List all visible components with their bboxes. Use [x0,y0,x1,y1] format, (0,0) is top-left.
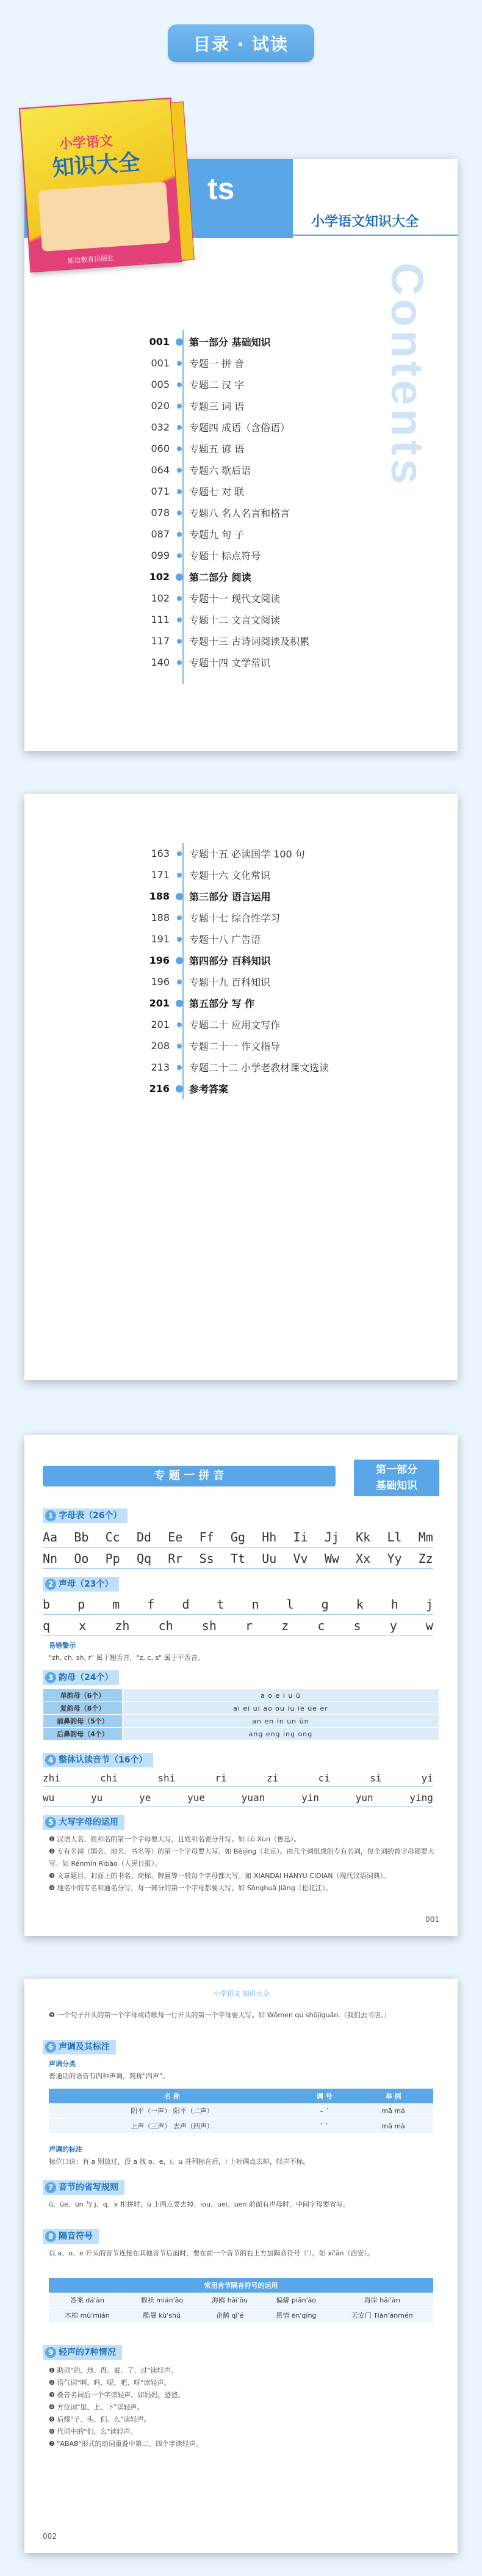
toc-row [140,652,309,673]
toc-dot [176,1000,183,1007]
book-publisher: 延边教育出版社 [67,253,115,266]
zhengti-item: yuan [241,1792,265,1803]
geyin-cell: 天安门 Tiān'ānmén [331,2308,433,2323]
toc-page-number: 196 [151,976,170,988]
alphabet-letter: Kk [356,1530,371,1545]
shengmu-note-text: "zh, ch, sh, r" 属于翘舌音，"z, c, s" 属于平舌音。 [49,1654,204,1662]
part-badge-line1: 第一部分 [376,1464,417,1476]
toc-row [140,1057,329,1078]
toc-row [140,843,329,864]
shengmu-item: m [112,1597,120,1612]
toc-entry-title: 第四部分 百科知识 [189,955,271,967]
section-yunmu-label: 韵母（24个） [59,1673,113,1683]
yunmu-category: 复韵母（8个） [43,1702,123,1715]
qingsheng-item: ❺ 后缀"子、头、们、么"读轻声。 [49,2415,151,2423]
shengmu-item: r [245,1618,253,1633]
toc-row [140,374,309,395]
tone-header-cell: 举 例 [353,2089,433,2103]
toc-entry-title: 专题十二 文言文阅读 [189,614,281,626]
zhengti-item: yu [91,1792,103,1803]
toc-entry-title: 专题十五 必读国学 100 句 [189,848,305,860]
zhengti-item: zhi [43,1772,60,1784]
toc-row [140,864,329,886]
toc-entry-title: 专题七 对 联 [189,486,245,498]
toc-entry-title: 专题十四 文学常识 [189,657,271,669]
toc-page-number: 163 [151,848,170,859]
toc-row [140,1035,329,1057]
yunmu-row [43,1689,439,1702]
shengmu-item: f [147,1597,155,1612]
yunmu-category: 前鼻韵母（5个） [43,1715,123,1728]
zhengti-item: wu [43,1792,55,1803]
zhengti-item: yi [421,1772,433,1784]
alphabet-letter: Ii [293,1530,308,1545]
zhengti-item: ri [215,1772,227,1784]
toc-page-number: 188 [149,890,170,902]
alphabet-letter: Cc [105,1530,120,1545]
geyin-table [49,2278,433,2323]
toc-entry-title: 专题十三 古诗词阅读及积累 [189,636,310,647]
toc-page-number: 099 [151,550,170,561]
tone-example: mā má [353,2103,433,2119]
alphabet-letter: Qq [136,1551,152,1566]
toc-blue-text: ts [207,172,235,206]
section-geyin [43,2229,99,2244]
toc-list [140,843,329,1099]
section-abbrev-label: 音节的省写规则 [59,2183,118,2192]
toc-row [140,545,309,566]
section-number: 6 [45,2042,56,2053]
toc-entry-title: 专题二十二 小学老教材课文选读 [189,1062,329,1074]
qingsheng-item: ❼ "ABAB"形式的动词重叠中第二、四个字读轻声。 [49,2440,203,2448]
toc-entry-title: 专题十九 百科知识 [189,977,271,988]
toc-row [140,459,309,481]
yunmu-values: an en in un ün [122,1715,439,1728]
tone-name: 上声（三声） 去声（四声） [49,2119,295,2134]
qingsheng-item: ❷ 语气词"啊、吗、呢、吧、呀"读轻声。 [49,2379,171,2387]
toc-page-number: 078 [151,507,170,518]
abbrev-text: ü、üe、ün 与 j、q、x 相拼时，ü 上两点要去掉；iou、uei、uen 前面有声母时，中间字母要省写。 [49,2200,350,2208]
toc-entry-title: 专题一 拼 音 [189,358,245,369]
toc-row [140,523,309,545]
shengmu-item: n [251,1597,259,1612]
toc-entry-title: 专题十六 文化常识 [189,870,271,881]
shengmu-item: t [217,1597,225,1612]
shengmu-item: l [286,1597,294,1612]
toc-page-number: 216 [149,1083,170,1094]
alphabet-row-1 [43,1530,433,1548]
toc-row [140,1014,329,1035]
toc-page-number: 201 [149,997,170,1009]
toc-page-number: 102 [149,571,170,583]
section-shengmu [43,1577,119,1592]
shengmu-item: c [317,1618,325,1633]
toc-page-number: 196 [149,955,170,966]
section-number: 8 [45,2231,56,2242]
toc-row [140,630,309,652]
shengmu-item: q [43,1618,51,1633]
zhengti-item: yue [187,1792,205,1803]
rule-5: ❺ 一个句子开头的第一个字母或诗歌每一行开头的第一个字母要大写。如 Wǒmen qù shūjìguǎn.（我们去书店。） [49,2011,391,2019]
yunmu-values: a o e i u ü [122,1689,439,1702]
geyin-row [49,2308,433,2323]
tone-subtext-1: 普通话的语音有四种声调，简称"四声"。 [49,2072,170,2080]
capital-rule: ❶ 汉语人名、姓和名的第一个字母要大写，且姓和名要分开写。如 Lǔ Xùn（鲁迅）。 [49,1835,301,1843]
shengmu-item: s [353,1618,361,1633]
section-alphabet-label: 字母表（26个） [59,1511,122,1521]
shengmu-item: p [77,1597,85,1612]
qingsheng-item: ❻ 代词中的"们、么"读轻声。 [49,2428,137,2436]
tone-subsection-1 [49,2058,439,2083]
toc-page-number: 001 [149,336,170,347]
qingsheng-list [49,2365,439,2450]
toc-row [140,395,309,417]
section-number: 4 [45,1755,56,1766]
shengmu-item: b [43,1597,51,1612]
toc-row [140,886,329,907]
alphabet-letter: Hh [262,1530,277,1545]
toc-page-number: 020 [151,400,170,412]
zhengti-item: yun [355,1792,373,1803]
toc-dot [177,617,182,622]
contents-watermark: Contents [382,263,433,488]
alphabet-letter: Ll [387,1530,402,1545]
toc-dot [177,425,182,430]
toc-entry-title: 参考答案 [189,1083,229,1095]
alphabet-letter: Nn [43,1551,58,1566]
toc-dot [177,873,182,878]
section-zhengti-label: 整体认读音节（16个） [59,1755,148,1765]
tone-subtext-2: 标位口诀：有 a 别放过，没 a 找 o、e，i、u 并列标在后，i 上标调点去掉，轻声不标。 [49,2158,310,2166]
toc-page-2 [24,794,458,1380]
tone-subheading-2: 声调的标注 [49,2145,82,2153]
toc-dot [177,980,182,984]
capital-rules [49,1833,439,1894]
alphabet-letter: Uu [262,1551,277,1566]
shengmu-item: y [389,1618,397,1633]
zhengti-item: ci [318,1772,330,1784]
content-page-002 [24,1979,458,2553]
toc-page-number: 032 [151,421,170,433]
qingsheng-item: ❹ 方位词"里、上、下"读轻声。 [49,2403,144,2411]
zhengti-row-1 [43,1772,433,1787]
toc-page-number: 005 [151,379,170,390]
toc-dot [177,361,182,366]
toc-page-number: 208 [151,1040,170,1052]
toc-dot [177,1022,182,1027]
alphabet-letter: Vv [293,1551,308,1566]
alphabet-letter: Gg [230,1530,245,1545]
toc-row [140,481,309,502]
geyin-text: 以 a、o、e 开头的音节连接在其他音节后面时，要在前一个音节的右上方加隔音符号（'）。如 xī'ān（西安）。 [49,2249,375,2257]
yunmu-values: ai ei ui ao ou iu ie üe er [122,1702,439,1715]
toc-page-number: 117 [151,635,170,647]
toc-dot [176,1085,183,1093]
shengmu-row-2 [43,1618,433,1636]
toc-page-number: 001 [151,357,170,369]
toc-row [140,438,309,459]
yunmu-category: 单韵母（6个） [43,1689,123,1702]
alphabet-letter: Pp [105,1551,120,1566]
toc-entry-title: 专题二十一 作文指导 [189,1041,281,1052]
yunmu-row [43,1702,439,1715]
toc-title: 小学语文知识大全 [311,214,419,230]
toc-entry-title: 专题五 谚 语 [189,443,245,455]
page-header-banner: 目录 · 试读 [168,24,314,62]
page-number: 001 [425,1915,439,1924]
section-capitals-label: 大写字母的运用 [59,1817,118,1827]
alphabet-letter: Bb [74,1530,89,1545]
shengmu-row-1 [43,1597,433,1615]
shengmu-item: g [321,1597,329,1612]
toc-dot [176,893,183,900]
yunmu-values: ang eng ing ong [122,1728,439,1741]
toc-page-number: 140 [151,657,170,668]
geyin-header-row [49,2278,433,2293]
alphabet-row-2 [43,1551,433,1569]
shengmu-note [49,1640,204,1664]
geyin-cell: 海岸 hǎi'àn [331,2293,433,2308]
toc-dot [176,338,183,346]
toc-dot [177,596,182,601]
toc-row [140,331,309,352]
part-badge-line2: 基础知识 [376,1480,417,1492]
geyin-cell: 酷暑 kù'shǔ [126,2308,198,2323]
section-number: 2 [45,1579,56,1590]
section-qingsheng [43,2345,122,2360]
alphabet-letter: Zz [418,1551,433,1566]
toc-entry-title: 专题二 汉 字 [189,379,245,391]
geyin-cell: 棉袄 mián'ǎo [126,2293,198,2308]
alphabet-letter: Dd [136,1530,152,1545]
geyin-row [49,2293,433,2308]
toc-row [140,609,309,630]
toc-page-number: 102 [151,592,170,604]
qingsheng-item: ❸ 叠音名词后一个字读轻声。如妈妈、爸爸。 [49,2391,185,2399]
shengmu-item: z [281,1618,289,1633]
section-number: 5 [45,1817,56,1828]
toc-entry-title: 专题四 成语（含俗语） [189,422,290,434]
toc-page-number: 201 [151,1019,170,1030]
toc-entry-title: 专题二十 应用文写作 [189,1019,281,1031]
shengmu-item: zh [115,1618,130,1633]
alphabet-letter: Ee [168,1530,183,1545]
toc-dot [177,468,182,473]
toc-dot [177,532,182,537]
toc-page-number: 171 [151,869,170,881]
alphabet-letter: Rr [168,1551,183,1566]
zhengti-row-2 [43,1792,433,1806]
toc-dot [176,573,183,581]
toc-entry-title: 专题十一 现代文阅读 [189,593,281,605]
part-badge [354,1460,439,1496]
toc-row [140,971,329,992]
divider [293,235,458,236]
section-tones-label: 声调及其标注 [59,2042,110,2052]
zhengti-item: ye [139,1792,151,1803]
geyin-cell: 答案 dá'àn [49,2293,126,2308]
toc-entry-title: 专题三 词 语 [189,401,245,412]
toc-page-number: 191 [151,933,170,945]
toc-dot [177,937,182,942]
zhengti-item: zi [267,1772,279,1784]
toc-dot [177,382,182,387]
alphabet-letter: Mm [418,1530,433,1545]
toc-entry-title: 专题十 标点符号 [189,550,261,562]
section-number: 1 [45,1510,56,1521]
tone-header-cell: 调 号 [295,2089,353,2103]
book-cover [19,98,182,273]
alphabet-letter: Yy [387,1551,402,1566]
yunmu-table [43,1689,439,1741]
geyin-cell: 偏僻 piān'ào [261,2293,331,2308]
toc-row [140,352,309,374]
geyin-header: 常用音节隔音符号的运用 [49,2278,433,2293]
yunmu-row [43,1715,439,1728]
section-number: 3 [45,1672,56,1683]
toc-row [140,588,309,609]
shengmu-item: d [182,1597,190,1612]
qingsheng-item: ❶ 助词"的、地、得、着、了、过"读轻声。 [49,2367,178,2374]
tone-header-row [49,2089,433,2103]
toc-row [140,502,309,523]
toc-dot [177,1044,182,1049]
section-number: 7 [45,2182,56,2193]
toc-dot [177,404,182,409]
zhengti-item: yin [301,1792,319,1803]
toc-entry-title: 第一部分 基础知识 [189,337,271,348]
alphabet-letter: Tt [230,1551,245,1566]
toc-dot [177,639,182,644]
book-illustration [38,182,170,252]
toc-row [140,1078,329,1099]
toc-page-number: 111 [151,614,170,625]
tone-name: 阴平（一声） 阳平（二声） [49,2103,295,2119]
toc-entry-title: 第五部分 写 作 [189,998,255,1010]
geyin-cell: 恩情 ēn'qíng [261,2308,331,2323]
section-zhengti [43,1753,153,1767]
toc-row [140,928,329,950]
toc-page-number: 087 [151,528,170,540]
toc-dot [177,851,182,856]
section-shengmu-label: 声母（23个） [59,1579,113,1589]
toc-row [140,992,329,1014]
tone-subsection-2 [49,2144,439,2168]
shengmu-item: x [79,1618,87,1633]
section-number: 9 [45,2347,56,2358]
zhengti-item: chi [100,1772,118,1784]
toc-row [140,950,329,971]
geyin-cell: 木棉 mù'mián [49,2308,126,2323]
toc-dot [177,915,182,920]
toc-entry-title: 专题八 名人名言和格言 [189,508,290,519]
shengmu-item: w [425,1618,433,1633]
zhengti-item: si [370,1772,382,1784]
shengmu-item: k [356,1597,364,1612]
capital-rule: ❸ 文章题目、封面上的书名、商标、牌匾等一般每个字母都大写。如 XIANDAI HANYU CIDIAN（现代汉语词典）。 [49,1872,390,1880]
alphabet-letter: Ss [199,1551,214,1566]
toc-dot [177,553,182,558]
toc-dot [177,446,182,451]
zhengti-item: ying [409,1792,433,1803]
shengmu-item: sh [201,1618,217,1633]
running-header: 小学语文 知识大全 [214,1990,270,1998]
toc-entry-title: 第三部分 语言运用 [189,891,271,903]
toc-row [140,566,309,588]
shengmu-item: j [425,1597,433,1612]
geyin-cell: 企鹅 qǐ'é [198,2308,261,2323]
tone-row [49,2103,433,2119]
toc-entry-title: 专题六 歇后语 [189,465,251,476]
tone-subheading-1: 声调分类 [49,2060,76,2068]
capital-rule: ❷ 专有名词（国名、地名、书名等）的第一个字母要大写。如 Běijīng（北京）。由几个词组成的专有名词，每个词的首字母都要大写。如 Rénmín Rìbào（人民日报）。 [49,1847,434,1868]
shengmu-note-label: 易错警示 [49,1642,76,1650]
shengmu-item: h [390,1597,398,1612]
alphabet-letter: Oo [74,1551,89,1566]
yunmu-category: 后鼻韵母（4个） [43,1728,123,1741]
toc-row [140,417,309,438]
toc-dot [176,957,183,964]
book-name: 知识大全 [51,150,142,181]
section-yunmu [43,1670,119,1685]
alphabet-letter: Ff [199,1530,214,1545]
toc-dot [177,489,182,494]
alphabet-letter: Aa [43,1530,58,1545]
toc-page-number: 213 [151,1061,170,1073]
tone-row [49,2119,433,2134]
book-series: 小学语文 [59,133,113,153]
section-qingsheng-label: 轻声的7种情况 [59,2348,116,2357]
content-page-001 [24,1435,458,1936]
toc-dot [177,660,182,665]
toc-dot [177,511,182,515]
toc-page-number: 188 [151,912,170,923]
section-capitals [43,1815,124,1830]
toc-entry-title: 专题十八 广告语 [189,934,261,945]
toc-row [140,907,329,928]
toc-page-number: 060 [151,443,170,454]
alphabet-letter: Jj [324,1530,339,1545]
tone-header-cell: 名 称 [49,2089,295,2103]
capital-rule: ❹ 地名中的专名和通名分写，每一部分的第一个字母都要大写。如 Sōnghuā Jiāng（松花江）。 [49,1884,333,1892]
zhengti-item: shi [157,1772,176,1784]
toc-entry-title: 第二部分 阅读 [189,572,251,583]
topic-heading: 专 题 一 拼 音 [43,1466,336,1486]
tone-mark: – ˊ [295,2103,353,2119]
toc-list [140,331,309,673]
section-geyin-label: 隔音符号 [59,2232,93,2241]
toc-page-number: 071 [151,486,170,497]
tone-table [49,2089,433,2134]
section-alphabet [43,1508,128,1523]
page-number: 002 [43,2532,57,2541]
tone-mark: ˇ ˋ [295,2119,353,2134]
alphabet-letter: Xx [356,1551,371,1566]
yunmu-row [43,1728,439,1741]
section-tones [43,2040,116,2054]
toc-entry-title: 专题十七 综合性学习 [189,912,281,924]
toc-page-number: 064 [151,464,170,476]
toc-entry-title: 专题九 句 子 [189,529,245,540]
tone-example: mǎ mà [353,2119,433,2134]
shengmu-item: ch [158,1618,173,1633]
geyin-cell: 海鸥 hǎi'ōu [198,2293,261,2308]
alphabet-letter: Ww [324,1551,339,1566]
toc-dot [177,1065,182,1070]
section-abbrev [43,2180,124,2195]
